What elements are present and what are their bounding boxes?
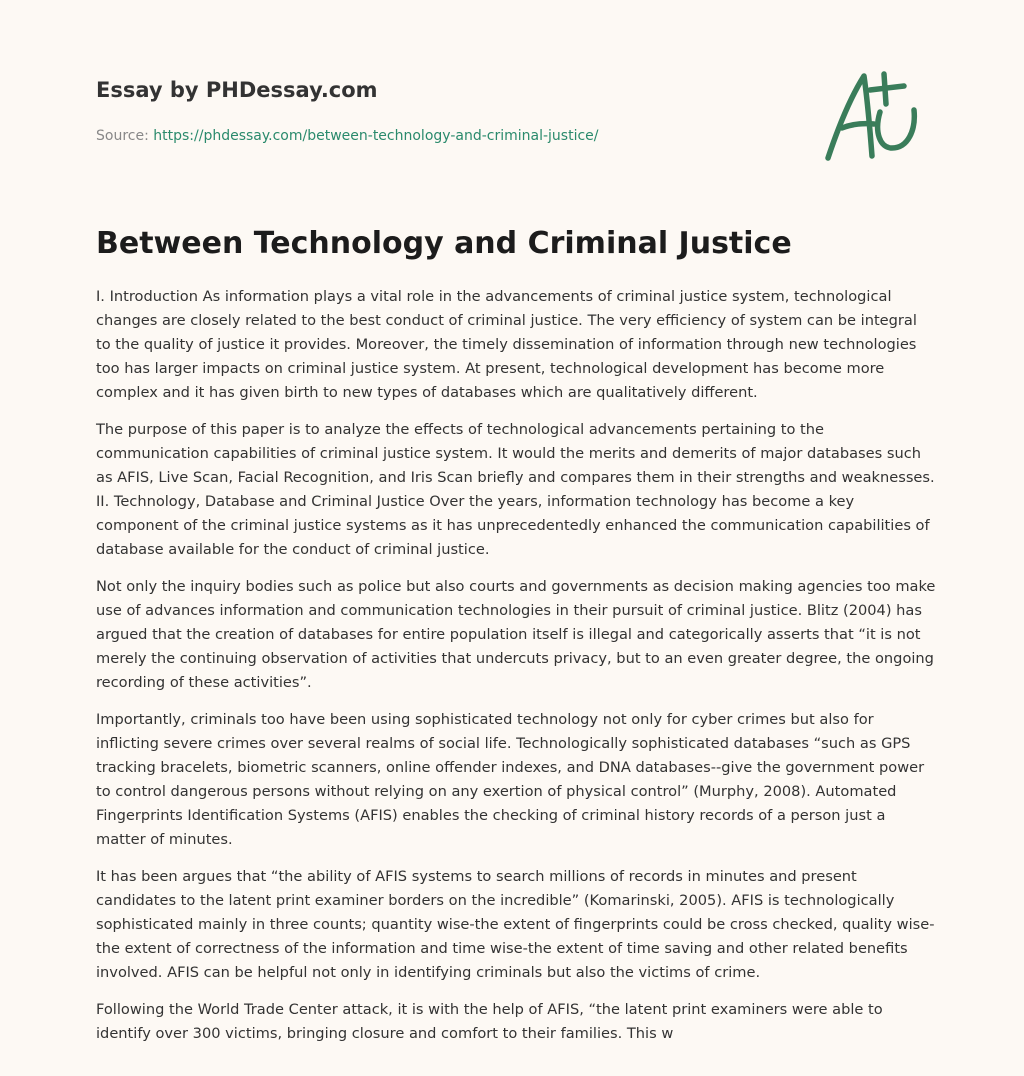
article-paragraph: It has been argues that “the ability of AFIS systems to search millions of records in minutes and present candidates to the latent print examiner borders on the incredible” (Komarinski, 2005). AFIS is technologically sophisticated mainly in three counts; quantity wise-the extent of fingerprints could be cross checked, quality wise- the extent of correctness of the information and time wise-the extent of time saving and other related benefits involved. AFIS can be helpful not only in identifying criminals but also the victims of crime. bbox=[96, 868, 935, 981]
source-label: Source: bbox=[96, 128, 149, 144]
article-paragraph: The purpose of this paper is to analyze the effects of technological advancements pertaining to the communication capabilities of criminal justice system. It would the merits and demerits of major databases such as AFIS, Live Scan, Facial Recognition, and Iris Scan briefly and compares them in their strengths and weaknesses. II. Technology, Database and Criminal Justice Over the years, information technology has become a key component of the criminal justice systems as it has unprecedentedly enhanced the communication capabilities of database available for the conduct of criminal justice. bbox=[96, 421, 935, 558]
article-body bbox=[96, 285, 936, 1059]
article-paragraph: I. Introduction As information plays a vital role in the advancements of criminal justice system, technological changes are closely related to the best conduct of criminal justice. The very efficiency of system can be integral to the quality of justice it provides. Moreover, the timely dissemination of information through new technologies too has larger impacts on criminal justice system. At present, technological development has become more complex and it has given birth to new types of databases which are qualitatively different. bbox=[96, 288, 917, 401]
article-title: Between Technology and Criminal Justice bbox=[96, 226, 792, 261]
article-paragraph: Importantly, criminals too have been using sophisticated technology not only for cyber crimes but also for inflicting severe crimes over several realms of social life. Technologically sophisticated databases “such as GPS tracking bracelets, biometric scanners, online offender indexes, and DNA databases--give the government power to control dangerous persons without relying on any exertion of physical control” (Murphy, 2008). Automated Fingerprints Identification Systems (AFIS) enables the checking of criminal history records of a person just a matter of minutes. bbox=[96, 711, 925, 848]
source-link[interactable]: https://phdessay.com/between-technology-and-criminal-justice/ bbox=[153, 128, 599, 144]
brand-name: Essay by PHDessay.com bbox=[96, 78, 378, 102]
a-plus-logo-icon bbox=[820, 66, 930, 166]
essay-header bbox=[96, 76, 796, 146]
article-paragraph: Not only the inquiry bodies such as police but also courts and governments as decision making agencies too make use of advances information and communication technologies in their pursuit of criminal justice. Blitz (2004) has argued that the creation of databases for entire population itself is illegal and categorically asserts that “it is not merely the continuing observation of activities that undercuts privacy, but to an even greater degree, the ongoing recording of these activities”. bbox=[96, 578, 936, 691]
article-paragraph: Following the World Trade Center attack, it is with the help of AFIS, “the latent print examiners were able to identify over 300 victims, bringing closure and comfort to their families. This w bbox=[96, 1001, 883, 1042]
source-line bbox=[96, 126, 796, 146]
